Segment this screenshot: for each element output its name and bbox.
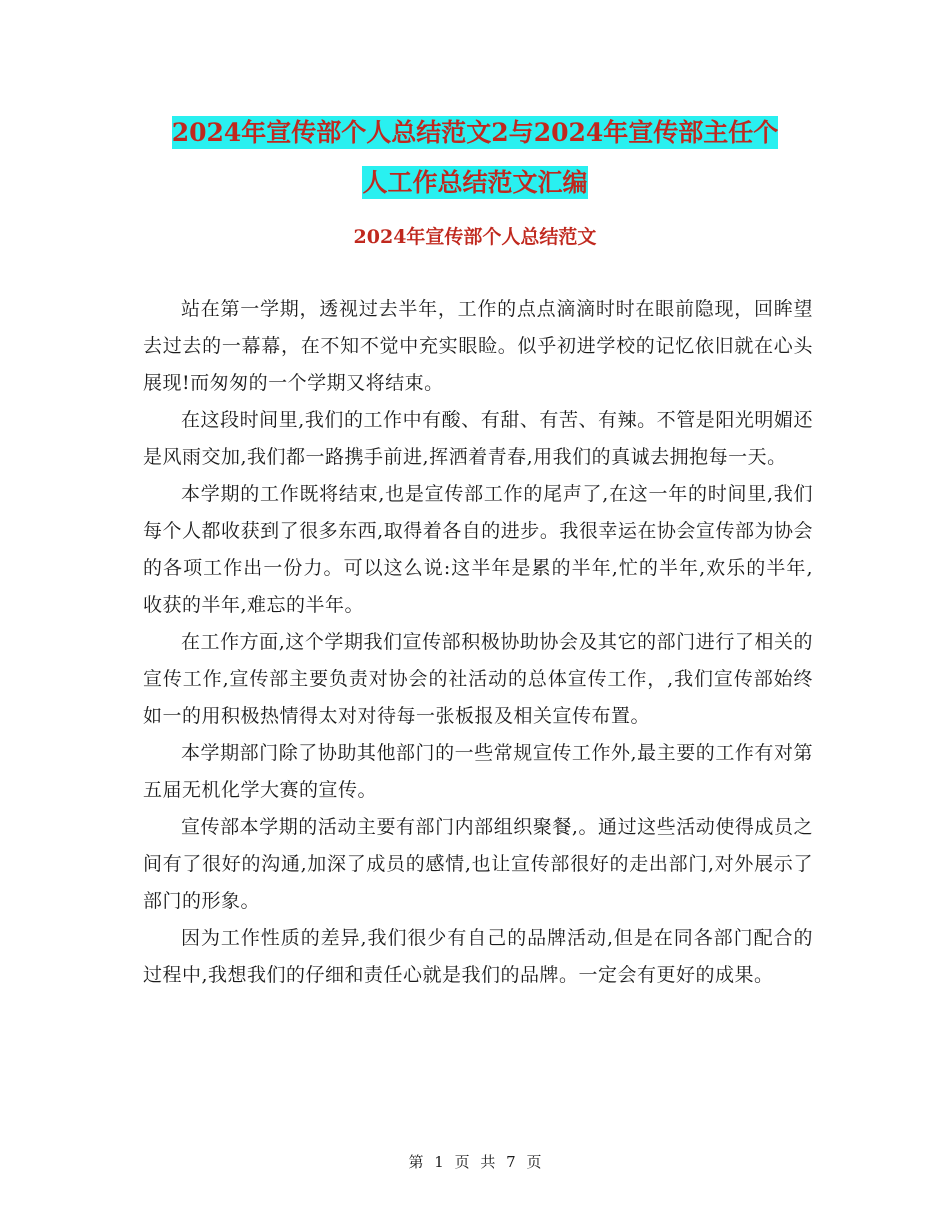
paragraph: 本学期的工作既将结束,也是宣传部工作的尾声了,在这一年的时间里,我们每个人都收获到了很多东西,取得着各自的进步。我很幸运在协会宣传部为协会的各项工作出一份力。可以这么说:这半年是累的半年,忙的半年,欢乐的半年,收获的半年,难忘的半年。 xyxy=(143,483,813,616)
paragraph: 因为工作性质的差异,我们很少有自己的品牌活动,但是在同各部门配合的过程中,我想我们的仔细和责任心就是我们的品牌。一定会有更好的成果。 xyxy=(143,927,813,986)
paragraph: 本学期部门除了协助其他部门的一些常规宣传工作外,最主要的工作有对第五届无机化学大赛的宣传。 xyxy=(143,742,813,801)
paragraph: 在这段时间里,我们的工作中有酸、有甜、有苦、有辣。不管是阳光明媚还是风雨交加,我们都一路携手前进,挥洒着青春,用我们的真诚去拥抱每一天。 xyxy=(143,409,813,468)
document-title-line2: 人工作总结范文汇编 xyxy=(362,168,588,197)
document-body xyxy=(143,291,813,994)
page-number-footer: 第 1 页 共 7 页 xyxy=(408,1153,542,1171)
section-title: 2024年宣传部个人总结范文 xyxy=(353,226,597,248)
paragraph: 宣传部本学期的活动主要有部门内部组织聚餐,。通过这些活动使得成员之间有了很好的沟通,加深了成员的感情,也让宣传部很好的走出部门,对外展示了部门的形象。 xyxy=(143,816,813,912)
document-title-line1: 2024年宣传部个人总结范文2与2024年宣传部主任个 xyxy=(171,118,779,147)
paragraph: 站在第一学期，透视过去半年，工作的点点滴滴时时在眼前隐现，回眸望去过去的一幕幕，在不知不觉中充实眼睑。似乎初进学校的记忆依旧就在心头展现!而匆匆的一个学期又将结束。 xyxy=(143,298,813,394)
document-title xyxy=(140,108,810,208)
paragraph: 在工作方面,这个学期我们宣传部积极协助协会及其它的部门进行了相关的宣传工作,宣传部主要负责对协会的社活动的总体宣传工作，,我们宣传部始终如一的用积极热情得太对对待每一张板报及相关宣传布置。 xyxy=(143,631,813,727)
